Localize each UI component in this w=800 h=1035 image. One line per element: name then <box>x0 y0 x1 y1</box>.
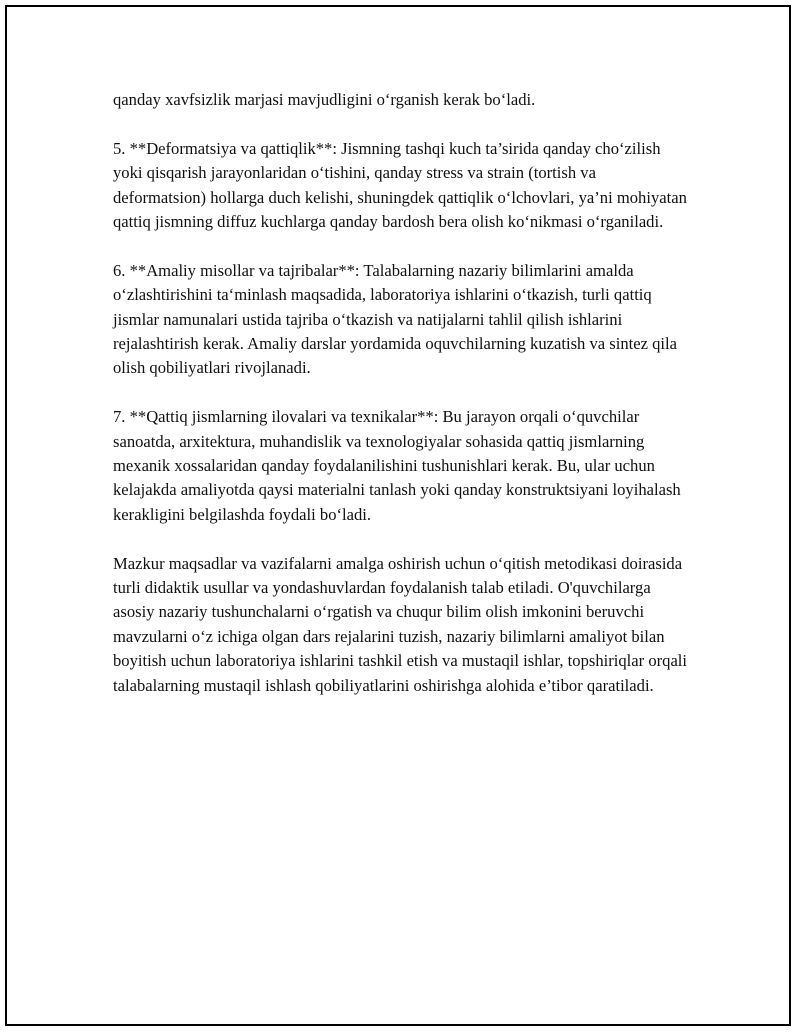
paragraph-conclusion: Mazkur maqsadlar va vazifalarni amalga oshirish uchun o‘qitish metodikasi doirasida turli didaktik usullar va yondashuvlardan foydalanish talab etiladi. O'quvchilarga asosiy nazariy tushunchalarni o‘rgatish va chuqur bilim olish imkonini beruvchi mavzularni o‘z ichiga olgan dars rejalarini tuzish, nazariy bilimlarni amaliyot bilan boyitish uchun laboratoriya ishlarini tashkil etish va mustaqil ishlar, topshiriqlar orqali talabalarning mustaqil ishlash qobiliyatlarini oshirishga alohida e’tibor qaratiladi. <box>113 553 688 695</box>
document-body <box>113 88 693 722</box>
paragraph-deformation: 5. **Deformatsiya va qattiqlik**: Jismning tashqi kuch ta’sirida qanday cho‘zilish yoki qisqarish jarayonlaridan o‘tishini, qanday stress va strain (tortish va deformatsion) hollarga duch kelishi, shuningdek qattiqlik o‘lchovlari, ya’ni mohiyatan qattiq jismning diffuz kuchlarga qanday bardosh bera olish ko‘nikmasi o‘rganiladi. <box>113 138 687 232</box>
paragraph-applications: 7. **Qattiq jismlarning ilovalari va texnikalar**: Bu jarayon orqali o‘quvchilar sanoatda, arxitektura, muhandislik va texnologiyalar sohasida qattiq jismlarning mexanik xossalaridan qanday foydalanilishini tushunishlari kerak. Bu, ular uchun kelajakda amaliyotda qaysi materialni tanlash yoki qanday konstruktsiyani loyihalash kerakligini belgilashda foydali bo‘ladi. <box>113 407 681 524</box>
paragraph-continuation: qanday xavfsizlik marjasi mavjudligini o‘rganish kerak bo‘ladi. <box>113 90 536 109</box>
paragraph-practical: 6. **Amaliy misollar va tajribalar**: Talabalarning nazariy bilimlarini amalda o‘zlashtirishini ta‘minlash maqsadida, laboratoriya ishlarini o‘tkazish, turli qattiq jismlar namunalari ustida tajriba o‘tkazish va natijalarni tahlil qilish ishlarini rejalashtirish kerak. Amaliy darslar yordamida oquvchilarning kuzatish va sintez qila olish qobiliyatlari rivojlanadi. <box>113 260 678 378</box>
